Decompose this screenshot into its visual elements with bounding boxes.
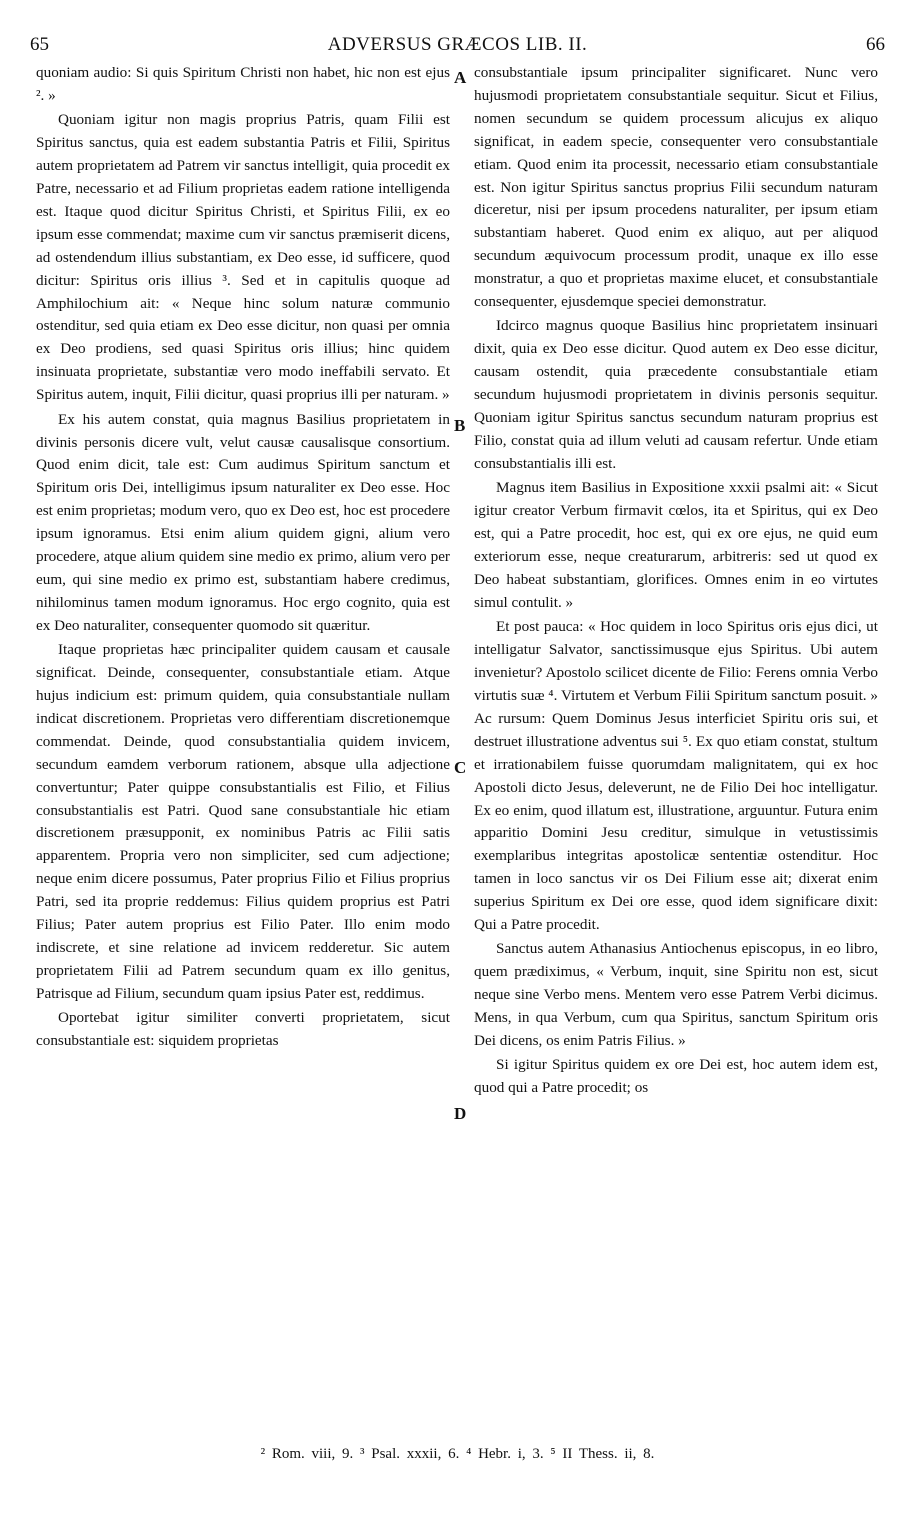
paragraph: Quoniam igitur non magis proprius Patris, quam Filii est Spiritus sanctus, quia est eadem substantia Patris et Filii, Spiritus autem proprietatem ad Patrem vir sanctus intelligit, quia procedit ex Patre, necessario et ad Filium proprietas eadem ratione intelligenda est. Itaque quod dicitur Spiritus Christi, et Spiritus Filii, ex eo ipsum esse commendat; maxime cum vir sanctus præmiserit dicens, ad ostendendum illius substantiam, ex Deo esse, id sufficere, quod dicitur: Spiritus oris illius ³. Sed et in capitulis quoque ad Amphilochium ait: « Neque hinc solum naturæ communio ostenditur, sed quia etiam ex Deo esse dicitur, non quasi per omnia ex Deo prodiens, sed quasi Spiritus oris illius; hinc quidem insinuata proprietate, substantiæ vero modo ineffabili servato. Et Spiritus autem, inquit, Filii dicitur, quasi proprius illi per naturam. » bbox=[36, 111, 450, 404]
right-column bbox=[474, 62, 878, 1102]
paragraph: Idcirco magnus quoque Basilius hinc proprietatem insinuari dixit, quia ex Deo esse dicitur. Quod autem ex Deo esse dicitur, causam ostendit, quia præcedente consubstantiale etiam secundum hujusmodi proprietatem in divinis personis sequitur. Quoniam igitur Spiritus sanctus secundum naturam proprius est Filio, constat quia ad illum veluti ad causam refertur. Unde etiam consubstantialis illi est. bbox=[474, 317, 878, 472]
margin-marker-d: D bbox=[454, 1104, 467, 1123]
running-title: ADVERSUS GRÆCOS LIB. II. bbox=[327, 34, 588, 55]
paragraph: quoniam audio: Si quis Spiritum Christi non habet, hic non est ejus ². » bbox=[36, 64, 450, 104]
paragraph: Ex his autem constat, quia magnus Basilius proprietatem in divinis personis dicere vult, velut causæ causalisque consortium. Quod enim dicit, tale est: Cum audimus Spiritum sanctum et Spiritum oris Dei, intelligimus ipsum naturaliter ex Deo esse. Hoc est enim proprietas; modum vero, quo ex Deo est, hoc est procedere ipsum ignoramus. Etsi enim alium quidem gigni, alium vero procedere, atque alium quidem sine medio ex primo, alium vero per eum, qui sine medio ex primo est, substantiam habere credimus, nihilominus tamen modum ignoramus. Hoc ergo cognito, quia est ex Deo naturaliter, consequenter quomodo sit quæritur. bbox=[36, 410, 450, 634]
margin-marker-a: A bbox=[454, 68, 467, 87]
paragraph: consubstantiale ipsum principaliter significaret. Nunc vero hujusmodi proprietatem consubstantiale sequitur. Sicut et Filius, nomen secundum se quidem processum alicujus ex aliquo significat, in eadem specie, consequenter vero consubstantiale etiam. Quod enim ita processit, necessario etiam consubstantiale est. Non igitur Spiritus sanctus proprius Filii secundum naturam diceretur, nisi per ipsum procedens naturaliter, per ipsum etiam substantiam haberet. Quod enim ex aliquo, aut per aliquod secundum æquivocum processum prodit, unaque ex illo esse monstratur, a quo et proprietas maxime elucet, et consubstantiale consequenter, ejusdemque speciei demonstratur. bbox=[474, 64, 878, 311]
paragraph: Si igitur Spiritus quidem ex ore Dei est, hoc autem idem est, quod qui a Patre procedit; os bbox=[474, 1056, 878, 1097]
paragraph: Oportebat igitur similiter converti proprietatem, sicut consubstantiale est: siquidem proprietas bbox=[36, 1009, 450, 1050]
left-column bbox=[36, 62, 450, 1054]
paragraph: Itaque proprietas hæc principaliter quidem causam et causale significat. Deinde, consequenter, consubstantiale etiam. Atque hujus indicium est: primum quidem, quia consubstantiale nullam indicat discretionem. Proprietas vero differentiam discretionemque commendat. Deinde, quod consubstantialia quidem invicem, secundum eamdem verborum rationem, absque ulla adjectione convertuntur; Pater quippe consubstantialis est Filio, et Filius consubstantialis est Patri. Quod sane consubstantiale hic etiam discretionem præsupponit, ex nominibus Patris ac Filii satis apparentem. Propria vero non simpliciter, sed cum adjectione; neque enim dicere possumus, Pater proprius Filio et Filius proprius Patri, sed ita proprie reddemus: Filius quidem proprius est Patri Filius; Pater autem proprius est Filio Pater. Illo enim modo indiscrete, et sine relatione ad invicem redderetur. Sic autem proprietatem Filii ad Patrem secundum quam ex illo genitus, Patrisque ad Filium, secundum quam ipsius Pater est, reddimus. bbox=[36, 641, 450, 1002]
margin-marker-c: C bbox=[454, 758, 467, 777]
paragraph: Sanctus autem Athanasius Antiochenus episcopus, in eo libro, quem prædiximus, « Verbum, inquit, sine Spiritu non est, sicut neque sine Verbo mens. Mentem vero esse Patrem Verbi dicimus. Mens, in qua Verbum, cum qua Spiritus, sanctum Spiritum oris Dei dicens, os enim Patris Filius. » bbox=[474, 940, 878, 1050]
paragraph: Magnus item Basilius in Expositione xxxii psalmi ait: « Sicut igitur creator Verbum firmavit cœlos, ita et Spiritus, qui ex Deo est, qui a Patre procedit, hoc est, qui ex ore ejus, ne quid eum exteriorum esse, neque creaturarum, arbitreris: sed ut quod ex Deo habeat substantiam, glorifices. Omnes enim in eo virtutes simul contulit. » bbox=[474, 479, 878, 611]
paragraph: Et post pauca: « Hoc quidem in loco Spiritus oris ejus dici, ut intelligatur Salvator, sanctissimusque ejus Spiritus. Ubi autem invenietur? Apostolo scilicet dicente de Filio: Ferens omnia Verbo virtutis suæ ⁴. Virtutem et Verbum Filii Spiritum sanctum posuit. » Ac rursum: Quem Dominus Jesus interficiet Spiritu oris sui, et destruet illustratione adventus sui ⁵. Ex quo etiam constat, stultum et irrationabilem fuisse quorumdam malignitatem, qui ex hoc Apostoli dicto Jesus, deleverunt, ne de Filio Dei hoc intelligatur. Ex eo enim, quod illatum est, illustratione, arguuntur. Futura enim apparitio Domini Jesu creditur, simulque in vetustissimis exemplaribus integritas apostolicæ sententiæ ostenditur. Hoc tamen in loco sanctus vir os Dei Filium esse ait; dixerat enim superius Spiritum ex Dei ore esse, quod idem significare dixit: Qui a Patre procedit. bbox=[474, 618, 878, 934]
margin-marker-b: B bbox=[454, 416, 466, 435]
page-header bbox=[30, 34, 885, 58]
footnotes: ² Rom. viii, 9. ³ Psal. xxxii, 6. ⁴ Hebr. i, 3. ⁵ II Thess. ii, 8. bbox=[260, 1446, 655, 1462]
page-number-right: 66 bbox=[866, 34, 885, 55]
page-number-left: 65 bbox=[30, 34, 49, 55]
